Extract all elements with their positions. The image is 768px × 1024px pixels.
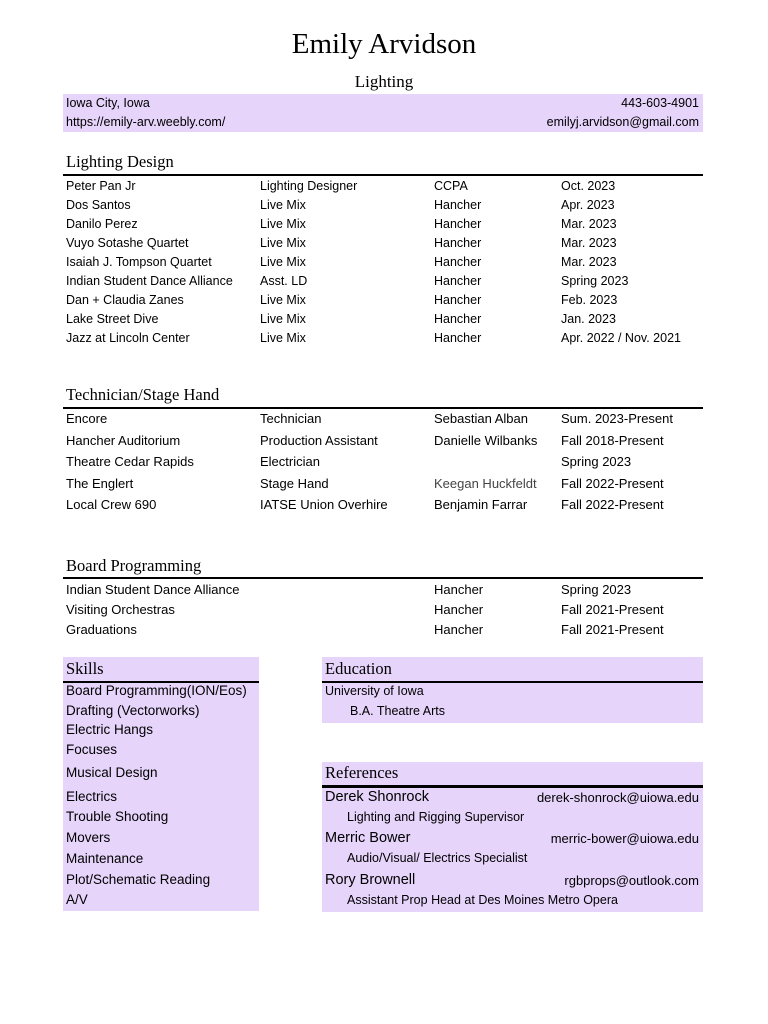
list-item: Maintenance	[66, 851, 144, 866]
reference-name: Rory Brownell	[325, 872, 416, 888]
lighting-design-heading: Lighting Design	[66, 152, 174, 171]
list-item: Trouble Shooting	[66, 809, 169, 824]
reference-email[interactable]: rgbprops@outlook.com	[564, 873, 699, 888]
website-link[interactable]: https://emily-arv.weebly.com/	[66, 115, 226, 129]
list-item: Plot/Schematic Reading	[66, 872, 211, 887]
phone-text: 443-603-4901	[621, 96, 699, 110]
references-heading: References	[325, 763, 399, 782]
reference-position: Lighting and Rigging Supervisor	[347, 810, 525, 824]
section-divider	[322, 785, 703, 788]
list-item: Focuses	[66, 742, 118, 757]
resume-name: Emily Arvidson	[291, 28, 477, 60]
resume-role: Lighting	[354, 72, 414, 91]
list-item: A/V	[66, 892, 88, 907]
list-item: Electric Hangs	[66, 722, 154, 737]
reference-position: Audio/Visual/ Electrics Specialist	[347, 851, 528, 865]
board-programming-heading: Board Programming	[66, 556, 202, 575]
section-divider	[63, 577, 703, 579]
degree-name: B.A. Theatre Arts	[350, 704, 445, 718]
reference-email[interactable]: derek-shonrock@uiowa.edu	[536, 790, 699, 805]
list-item: Electrics	[66, 789, 118, 804]
school-name: University of Iowa	[325, 684, 424, 698]
list-item: Movers	[66, 830, 111, 845]
list-item: Musical Design	[66, 765, 158, 780]
education-heading: Education	[325, 659, 392, 678]
contact-bar	[63, 94, 703, 132]
location-text: Iowa City, Iowa	[66, 96, 150, 110]
reference-position: Assistant Prop Head at Des Moines Metro Opera	[347, 893, 618, 907]
section-divider	[322, 681, 703, 683]
reference-name: Derek Shonrock	[325, 789, 429, 805]
technician-heading: Technician/Stage Hand	[66, 385, 220, 404]
list-item: Board Programming(ION/Eos)	[66, 683, 247, 698]
section-divider	[63, 174, 703, 176]
skills-heading: Skills	[66, 659, 104, 678]
reference-email[interactable]: merric-bower@uiowa.edu	[550, 831, 699, 846]
email-link[interactable]: emilyj.arvidson@gmail.com	[546, 115, 699, 129]
list-item: Drafting (Vectorworks)	[66, 703, 200, 718]
reference-name: Merric Bower	[325, 830, 411, 846]
